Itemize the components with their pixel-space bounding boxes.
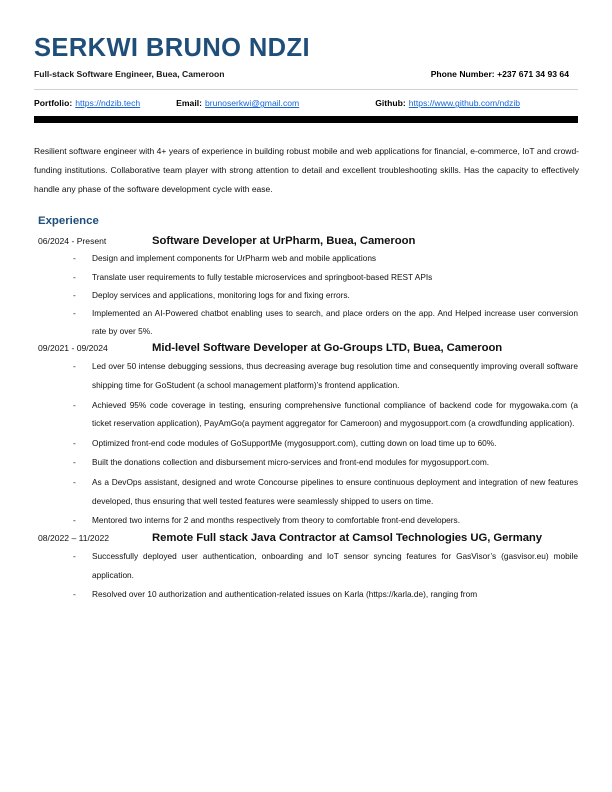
bullet-text: Translate user requirements to fully testable microservices and springboot-based REST APIs — [92, 271, 433, 282]
bullet-text: As a DevOps assistant, designed and wrote Concourse pipelines to ensure continuous deployment and integration of new features developed, thus ensuring that well tested features were seamlessly shipped to users on time. — [92, 477, 578, 506]
list-item — [34, 269, 578, 286]
phone-label: Phone Number: — [430, 69, 495, 80]
experience-entry — [34, 532, 578, 604]
list-item — [34, 396, 578, 433]
list-item — [34, 511, 578, 530]
experience-entry-header — [38, 235, 578, 247]
experience-bullet-list — [34, 250, 578, 340]
contact-github — [375, 98, 520, 108]
experience-date-range: 08/2022 – 11/2022 — [38, 533, 110, 544]
list-item — [34, 453, 578, 472]
bullet-text: Optimized front-end code modules of GoSupportMe (mygosupport.com), cutting down on load time up to 60%. — [92, 437, 497, 448]
bullet-dash-icon: - — [73, 399, 76, 410]
bullet-text: Implemented an AI-Powered chatbot enabling uses to search, and place orders on the app. And Helped increase user conversion rate by over 5%. — [92, 308, 578, 336]
bullet-text: Built the donations collection and disbursement micro-services and front-end modules for mygosupport.com. — [92, 457, 490, 468]
github-link[interactable]: https://www.github.com/ndzib — [408, 98, 521, 109]
list-item — [34, 547, 578, 584]
github-label: Github: — [375, 98, 406, 109]
list-item — [34, 357, 578, 394]
professional-summary: Resilient software engineer with 4+ years of experience in building robust mobile and web applications for financial, e-commerce, IoT and crowd-funding institutions. Collaborative team player with strong attention to detail and excellent troubleshooting skills. Has the capacity to effectively handle any phase of the software development cycle with ease. — [34, 145, 579, 194]
list-item — [34, 434, 578, 453]
bullet-dash-icon: - — [73, 515, 76, 526]
bullet-text: Led over 50 intense debugging sessions, thus decreasing average bug resolution time and consequently improving overall software shipping time for GoStudent (a school management platform)’s frontend application. — [92, 361, 578, 390]
phone-value: +237 671 34 93 64 — [497, 69, 569, 80]
bullet-dash-icon: - — [73, 271, 76, 282]
bullet-dash-icon: - — [73, 361, 76, 372]
bullet-text: Successfully deployed user authentication, onboarding and IoT sensor syncing features for GasVisor’s (gasvisor.eu) mobile application. — [92, 551, 578, 580]
bullet-dash-icon: - — [73, 253, 76, 264]
bullet-dash-icon: - — [73, 437, 76, 448]
bullet-dash-icon: - — [73, 477, 76, 488]
email-label: Email: — [176, 98, 202, 109]
list-item — [34, 473, 578, 510]
resume-header — [34, 0, 578, 123]
experience-date-range: 06/2024 - Present — [38, 236, 107, 247]
experience-bullet-list — [34, 357, 578, 530]
contact-row — [34, 90, 578, 115]
bullet-dash-icon: - — [73, 289, 76, 300]
bullet-dash-icon: - — [73, 457, 76, 468]
bullet-dash-icon: - — [73, 589, 76, 600]
section-heading-experience: Experience — [38, 215, 99, 228]
experience-bullet-list — [34, 547, 578, 604]
professional-tagline: Full-stack Software Engineer, Buea, Cameroon — [34, 69, 225, 80]
experience-entry-header — [38, 532, 578, 544]
bullet-text: Resolved over 10 authorization and authentication-related issues on Karla (https://karla.de), ranging from — [92, 589, 478, 600]
bullet-text: Achieved 95% code coverage in testing, ensuring comprehensive functional compliance of backend code for mygowaka.com (a ticket reservation application), PayAmGo(a payment aggregator for Cameroon) and mygosupport.com (a crowdfunding application). — [92, 399, 578, 429]
phone-block — [431, 69, 578, 80]
experience-entry — [34, 235, 578, 340]
bullet-dash-icon: - — [73, 308, 76, 319]
page-title: SERKWI BRUNO NDZI — [34, 34, 310, 62]
bullet-text: Deploy services and applications, monitoring logs for and fixing errors. — [92, 289, 350, 300]
bullet-dash-icon: - — [73, 551, 76, 562]
experience-entry — [34, 342, 578, 530]
experience-entry-header — [38, 342, 578, 354]
experience-job-title: Remote Full stack Java Contractor at Camsol Technologies UG, Germany — [152, 532, 543, 545]
contact-portfolio — [34, 98, 140, 108]
portfolio-link[interactable]: https://ndzib.tech — [75, 98, 141, 109]
tagline-row — [34, 69, 578, 80]
portfolio-label: Portfolio: — [34, 98, 73, 109]
email-link[interactable]: brunoserkwi@gmail.com — [204, 98, 300, 109]
bullet-text: Mentored two interns for 2 and months respectively from theory to comfortable front-end developers. — [92, 515, 461, 526]
header-divider-thick — [34, 116, 578, 123]
list-item — [34, 287, 578, 304]
list-item — [34, 585, 578, 604]
experience-date-range: 09/2021 - 09/2024 — [38, 343, 108, 354]
bullet-text: Design and implement components for UrPharm web and mobile applications — [92, 253, 377, 264]
list-item — [34, 305, 578, 340]
experience-job-title: Software Developer at UrPharm, Buea, Cameroon — [152, 235, 416, 248]
list-item — [34, 250, 578, 267]
contact-email — [176, 98, 299, 108]
experience-job-title: Mid-level Software Developer at Go-Groups LTD, Buea, Cameroon — [152, 342, 503, 355]
